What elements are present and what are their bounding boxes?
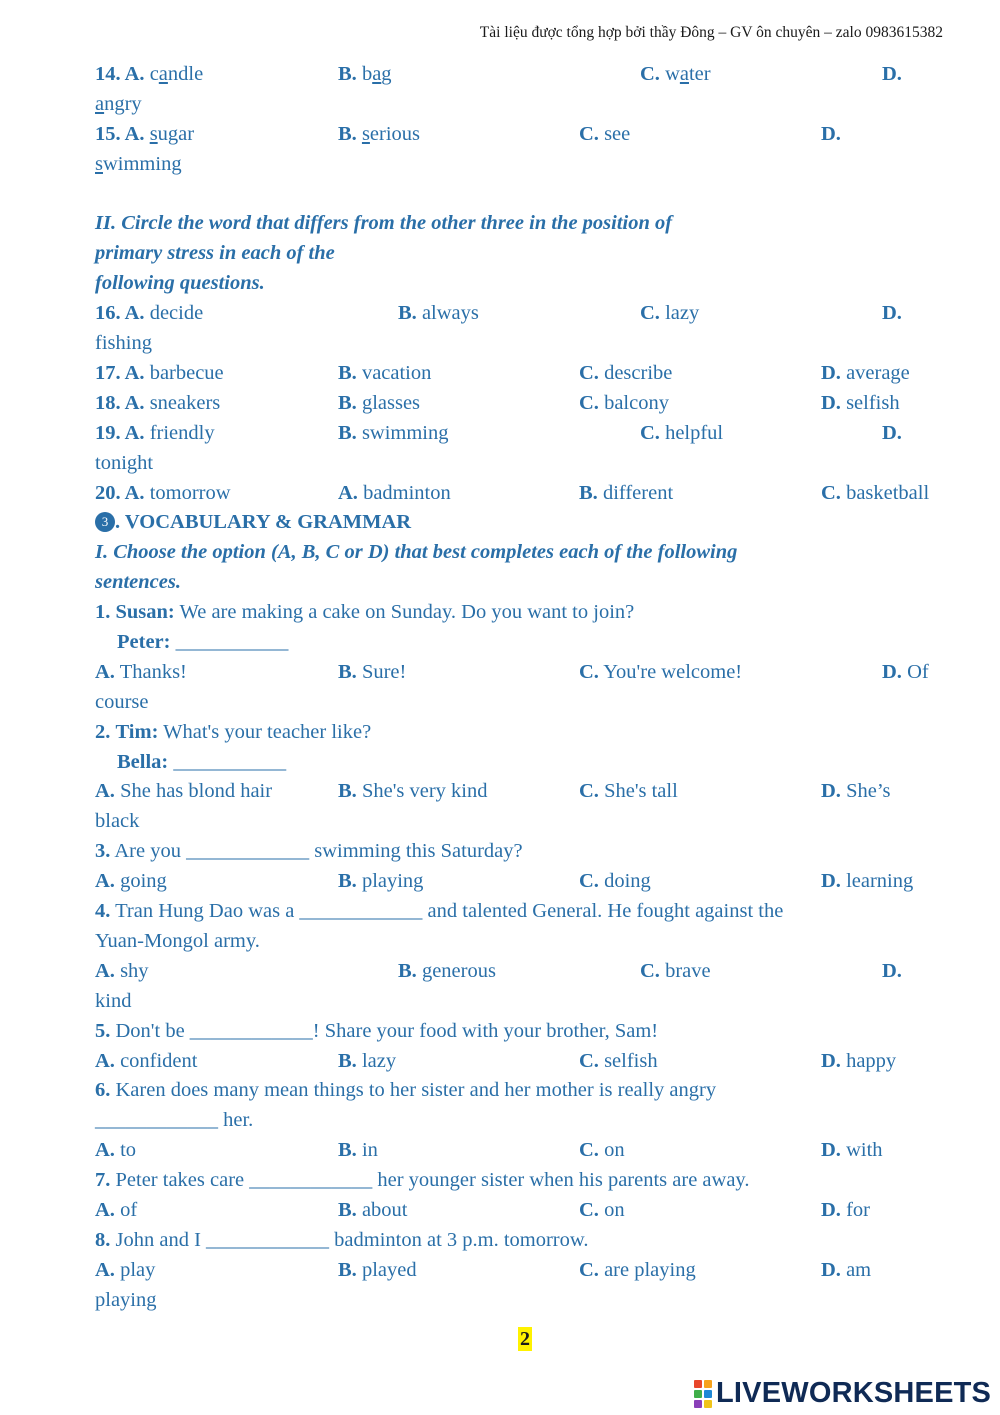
question-20: 20. A. tomorrow A. badminton B. different C. basketball (95, 481, 930, 504)
question-18: 18. A. sneakers B. glasses C. balcony D. selfish (95, 391, 900, 414)
question-4-text-2: Yuan-Mongol army. (95, 929, 260, 952)
page-header: Tài liệu được tổng hợp bởi thầy Đông – GV ôn chuyên – zalo 0983615382 (479, 24, 943, 41)
question-3-options: A. going B. playing C. doing D. learning (95, 870, 914, 893)
section3-instruction-2: sentences. (95, 571, 181, 594)
question-2-line-1: 2. Tim: What's your teacher like? (95, 720, 372, 743)
section2-instruction-1: II. Circle the word that differs from the other three in the position of (95, 212, 673, 235)
question-1-line-2: Peter: ___________ (117, 630, 289, 653)
question-3-text: 3. Are you ____________ swimming this Saturday? (95, 840, 523, 863)
section3-instruction-1: I. Choose the option (A, B, C or D) that best completes each of the following (95, 541, 738, 564)
question-8-options: A. play B. played C. are playing D. am playing (95, 1258, 872, 1311)
question-14: 14. A. candle B. bag C. water D. angry (95, 63, 902, 115)
question-2-line-2: Bella: ___________ (117, 750, 287, 773)
logo-text: LIVEWORKSHEETS (716, 1377, 992, 1409)
question-4-text: 4. Tran Hung Dao was a ____________ and talented General. He fought against the (95, 900, 784, 923)
question-1-line-1: 1. Susan: We are making a cake on Sunday. Do you want to join? (95, 601, 635, 624)
question-5-options: A. confident B. lazy C. selfish D. happy (95, 1049, 897, 1072)
question-6-options: A. to B. in C. on D. with (95, 1139, 883, 1162)
page-number: 2 (520, 1328, 530, 1350)
question-5-text: 5. Don't be ____________! Share your food with your brother, Sam! (95, 1019, 659, 1042)
question-1-options: A. Thanks! B. Sure! C. You're welcome! D. Of course (95, 660, 929, 713)
question-17: 17. A. barbecue B. vacation C. describe D. average (95, 361, 910, 384)
question-16: 16. A. decide B. always C. lazy D. fishing (95, 302, 902, 355)
answer-blank[interactable]: ___________ (168, 750, 287, 773)
spacer (95, 180, 965, 210)
question-6-text-2: ____________ her. (95, 1109, 254, 1132)
question-8-text: 8. John and I ____________ badminton at 3 p.m. tomorrow. (95, 1228, 589, 1251)
logo-grid-icon (694, 1380, 712, 1408)
question-15: 15. A. sugar B. serious C. see D. swimming (95, 122, 841, 175)
circle-number-icon: 3 (95, 512, 115, 532)
question-7-options: A. of B. about C. on D. for (95, 1198, 870, 1221)
section2-instruction-3: following questions. (95, 272, 265, 295)
question-6-text: 6. Karen does many mean things to her sister and her mother is really angry (95, 1079, 717, 1102)
question-19: 19. A. friendly B. swimming C. helpful D. tonight (95, 421, 902, 474)
question-4-options: A. shy B. generous C. brave D. kind (95, 959, 902, 1012)
section2-instruction-2: primary stress in each of the (95, 242, 335, 265)
section3-title: 3 . VOCABULARY & GRAMMAR (95, 508, 965, 538)
answer-blank[interactable]: ___________ (170, 630, 289, 653)
question-2-options: A. She has blond hair B. She's very kind C. She's tall D. She’s black (95, 780, 891, 833)
worksheet-content (95, 60, 965, 1316)
question-7-text: 7. Peter takes care ____________ her younger sister when his parents are away. (95, 1169, 750, 1192)
liveworksheets-logo[interactable] (694, 1377, 991, 1410)
